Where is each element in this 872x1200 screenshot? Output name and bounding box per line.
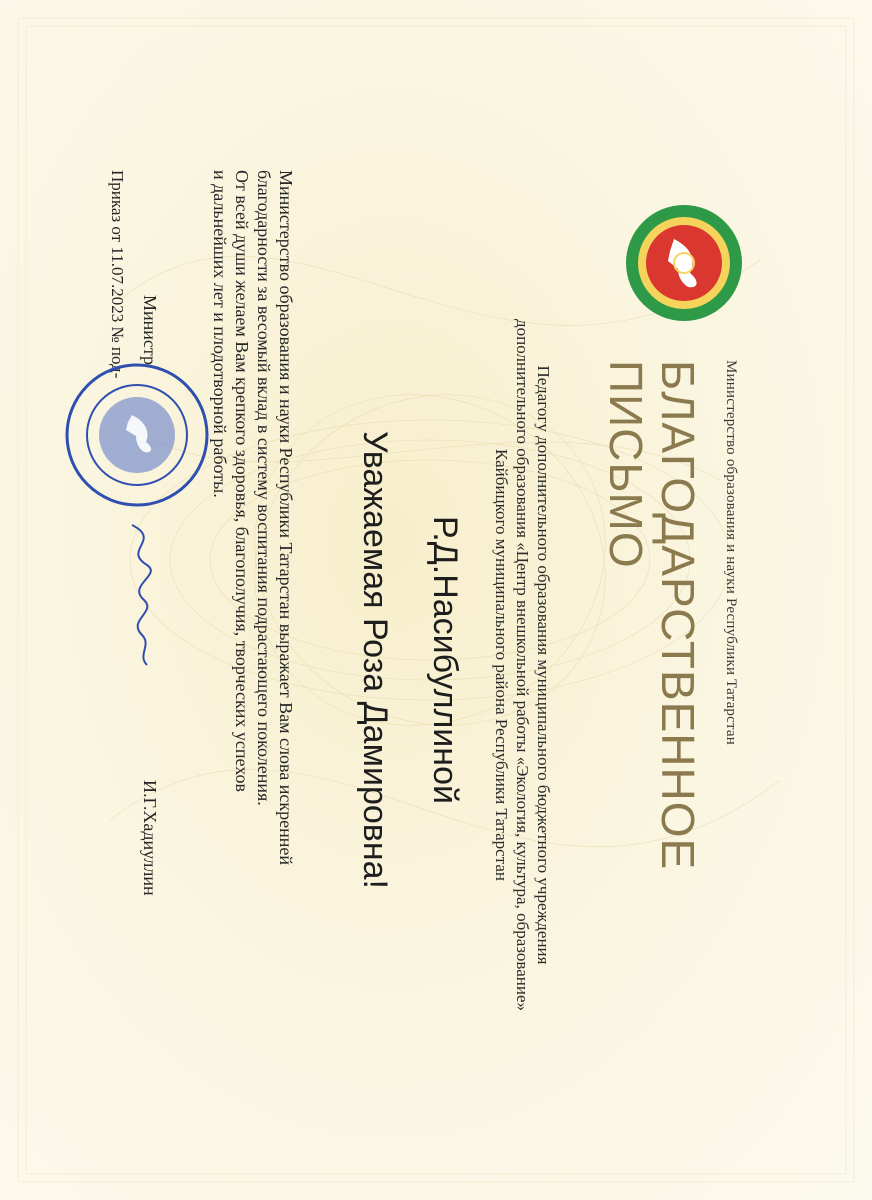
signer-name: И.Г.Хадиуллин	[140, 780, 160, 896]
ministry-header: Министерство образования и науки Республики Татарстан	[723, 360, 739, 746]
body-line-1: Министерство образования и науки Республики Татарстан выражает Вам слова искренней	[276, 170, 296, 866]
official-seal-stamp	[62, 360, 212, 510]
tatarstan-emblem-icon	[624, 203, 744, 323]
body-line-3: От всей души желаем Вам крепкого здоровья, благополучия, творческих успехов	[232, 170, 252, 793]
title-line-1: БЛАГОДАРСТВЕННОЕ	[652, 360, 704, 871]
body-line-4	[209, 170, 231, 1170]
body-line-4-prefix: и дальнейших лет	[210, 170, 230, 308]
recipient-line-3: Кайбицкого муниципального района Республики Татарстан	[492, 448, 511, 881]
recipient-name: Р.Д.Насибуллиной	[426, 516, 464, 804]
recipient-line-1: Педагогу дополнительного образования муниципального бюджетного учреждения	[534, 365, 553, 965]
body-line-2: благодарности за весомый вклад в систему воспитания подрастающего поколения.	[254, 170, 274, 806]
title-line-2: ПИСЬМО	[600, 360, 652, 569]
certificate-title	[600, 360, 704, 1000]
body-text	[209, 170, 297, 1170]
signature-scribble	[112, 520, 172, 670]
recipient-line-2: дополнительного образования «Центр внешкольной работы «Экология, культура, образование»	[513, 318, 532, 1011]
body-line-4-rest: и плодотворной работы.	[210, 312, 230, 498]
recipient-description	[491, 255, 554, 1075]
greeting: Уважаемая Роза Дамировна!	[356, 431, 394, 889]
order-reference: Приказ от 11.07.2023 № под-	[108, 170, 127, 379]
signer-title: Министр	[140, 295, 160, 365]
